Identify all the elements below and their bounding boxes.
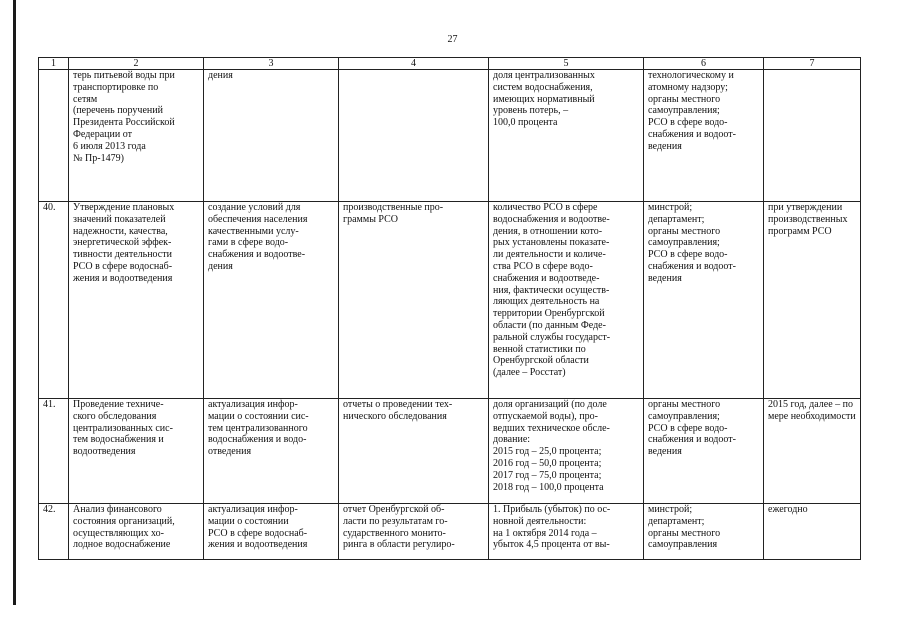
measure-goal: создание условий для обеспечения населения качественными услу- гами в сфере водо- снабжения и водоотве- дения [204,202,339,399]
column-header: 3 [204,58,339,70]
measure-goal: актуализация инфор- мации о состоянии сис- тем централизованного водоснабжения и водо- отведения [204,399,339,504]
deadline: при утверждении производственных программ РСО [764,202,861,399]
column-header: 1 [39,58,69,70]
result-document: производственные про- граммы РСО [339,202,489,399]
result-document [339,70,489,202]
measure-name: терь питьевой воды при транспортировке по сетям (перечень поручений Президента Российской Федерации от 6 июля 2013 года № Пр-1479) [69,70,204,202]
responsible-executors: минстрой; департамент; органы местного самоуправления [644,504,764,560]
table-row [39,504,861,560]
measure-name: Проведение техниче- ского обследования централизованных сис- тем водоснабжения и водоотведения [69,399,204,504]
measures-table [38,57,861,560]
measure-name: Утверждение плановых значений показателей надежности, качества, энергетической эффек- тивности деятельности РСО в сфере водоснаб- жения и водоотведения [69,202,204,399]
table-row [39,202,861,399]
result-document: отчет Оренбургской об- ласти по результатам го- сударственного монито- ринга в области регулиро- [339,504,489,560]
deadline: ежегодно [764,504,861,560]
column-header: 7 [764,58,861,70]
table-row [39,399,861,504]
row-number: 40. [39,202,69,399]
row-number: 41. [39,399,69,504]
table-row [39,70,861,202]
measure-goal: дения [204,70,339,202]
target-indicator: доля организаций (по доле отпускаемой воды), про- ведших техническое обсле- дование: 2015 год – 25,0 процента; 2016 год – 50,0 процента; 2017 год – 75,0 процента; 2018 год – 100,0 процента [489,399,644,504]
scan-edge-bar [13,0,16,605]
row-number: 42. [39,504,69,560]
responsible-executors: технологическому и атомному надзору; органы местного самоуправления; РСО в сфере водо- снабжения и водоот- ведения [644,70,764,202]
target-indicator: 1. Прибыль (убыток) по ос- новной деятельности: на 1 октября 2014 года – убыток 4,5 процента от вы- [489,504,644,560]
measure-name: Анализ финансового состояния организаций, осуществляющих хо- лодное водоснабжение [69,504,204,560]
deadline [764,70,861,202]
page-number: 27 [447,34,458,45]
column-header: 6 [644,58,764,70]
target-indicator: количество РСО в сфере водоснабжения и водоотве- дения, в отношении кото- рых установлены показате- ли деятельности и количе- ства РСО в сфере водо- снабжения и водоотведе- ния, фактически осуществ- ляющих деятельность на территории Оренбургской области (по данным Феде- ральной службы государст- венной статистики по Оренбургской области (далее – Росстат) [489,202,644,399]
deadline: 2015 год, далее – по мере необходимости [764,399,861,504]
header-row [39,58,861,70]
column-header: 4 [339,58,489,70]
result-document: отчеты о проведении тех- нического обследования [339,399,489,504]
target-indicator: доля централизованных систем водоснабжения, имеющих нормативный уровень потерь, – 100,0 процента [489,70,644,202]
measure-goal: актуализация инфор- мации о состоянии РСО в сфере водоснаб- жения и водоотведения [204,504,339,560]
responsible-executors: минстрой; департамент; органы местного самоуправления; РСО в сфере водо- снабжения и водоот- ведения [644,202,764,399]
row-number [39,70,69,202]
column-header: 2 [69,58,204,70]
column-header: 5 [489,58,644,70]
responsible-executors: органы местного самоуправления; РСО в сфере водо- снабжения и водоот- ведения [644,399,764,504]
